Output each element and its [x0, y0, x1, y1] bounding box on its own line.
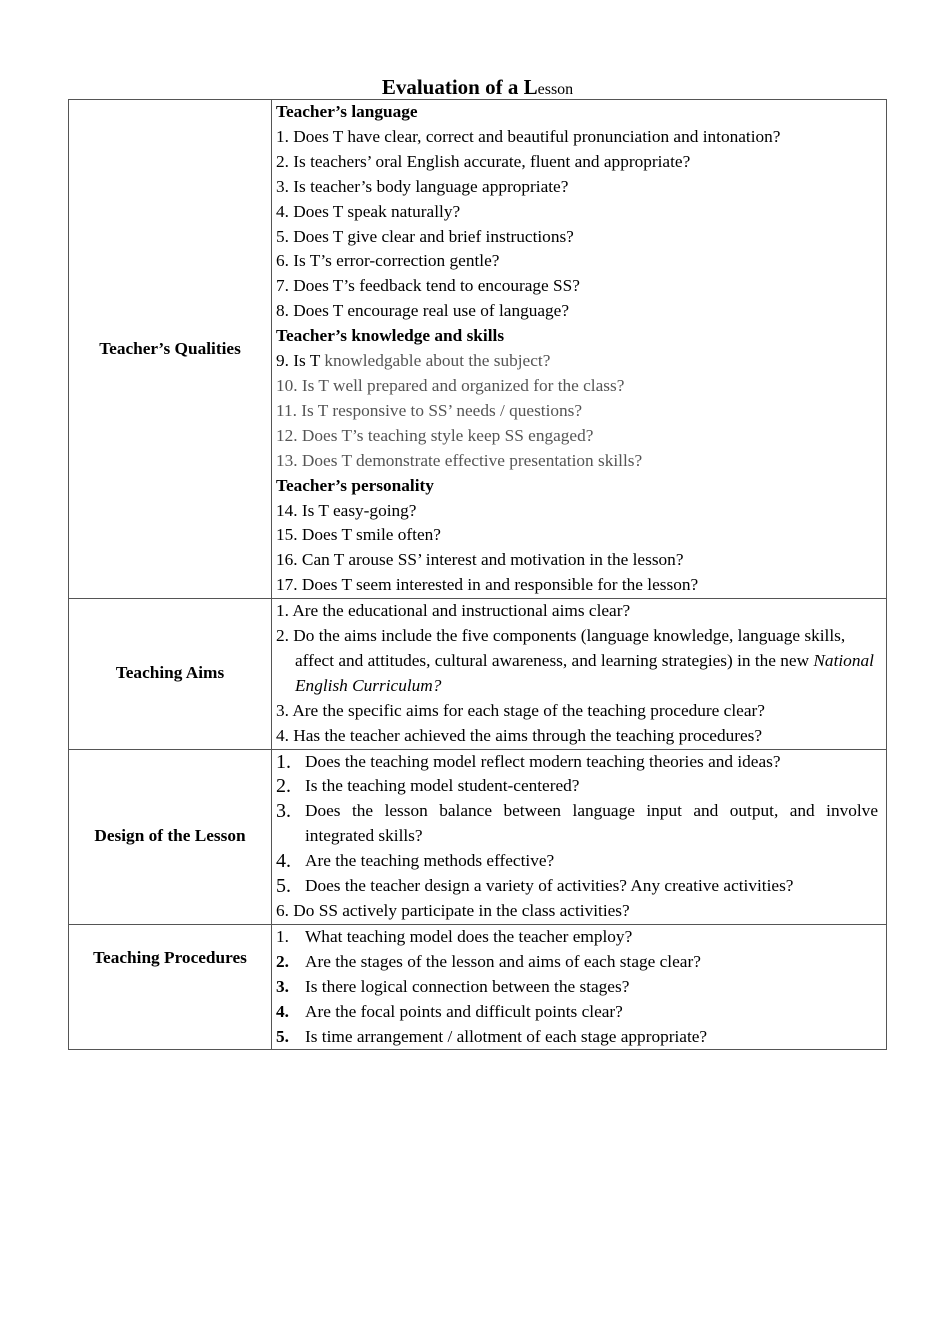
item-number: 3.: [276, 976, 289, 996]
aims-item2-text: 2. Do the aims include the five components (language knowledge, language skills, affect and attitudes, cultural awareness, and learning strategies) in the new: [276, 626, 846, 670]
list-item: 8. Does T encourage real use of language?: [276, 301, 570, 321]
list-item: 10. Is T well prepared and organized for the class?: [276, 375, 625, 395]
list-item: 1. Are the educational and instructional aims clear?: [276, 601, 631, 621]
content-teacher-qualities: [272, 100, 887, 599]
list-item: [276, 975, 878, 1000]
label-teaching-procedures: Teaching Procedures: [69, 924, 272, 1050]
item-text: Is the teaching model student-centered?: [305, 776, 580, 796]
content-teaching-procedures: [272, 924, 887, 1050]
heading-teacher-language: Teacher’s language: [276, 102, 418, 121]
list-item: [276, 849, 878, 874]
item-number: 5.: [276, 1026, 289, 1046]
list-item: 5. Does T give clear and brief instructions?: [276, 226, 574, 246]
item-text: Are the focal points and difficult points clear?: [305, 1001, 623, 1021]
label-teacher-qualities: Teacher’s Qualities: [69, 100, 272, 599]
item-number: 1.: [276, 926, 289, 946]
item-text: Does the teaching model reflect modern teaching theories and ideas?: [305, 751, 781, 771]
row-teacher-qualities: [69, 100, 887, 599]
item-number: 5.: [276, 875, 291, 898]
list-item: 3. Are the specific aims for each stage of the teaching procedure clear?: [276, 700, 765, 720]
item-number: 1.: [276, 750, 291, 773]
list-item: [276, 950, 878, 975]
list-item: [276, 1025, 878, 1050]
list-item: [276, 925, 878, 950]
item-text: Does the teacher design a variety of activities? Any creative activities?: [305, 876, 794, 896]
item-number: 2.: [276, 951, 289, 971]
list-item: 7. Does T’s feedback tend to encourage SS?: [276, 276, 580, 296]
list-item: 14. Is T easy-going?: [276, 500, 417, 520]
list-item: [276, 349, 878, 374]
item-text: Are the stages of the lesson and aims of each stage clear?: [305, 951, 701, 971]
title-small: esson: [537, 81, 574, 98]
aims-item2-italic: National English Curriculum?: [295, 650, 874, 695]
item-text: Is there logical connection between the stages?: [305, 976, 630, 996]
item-number: 4.: [276, 850, 291, 873]
list-item: 6. Is T’s error-correction gentle?: [276, 251, 500, 271]
label-design-of-lesson: Design of the Lesson: [69, 749, 272, 924]
list-item: [276, 874, 878, 899]
item-number: 2.: [276, 775, 291, 798]
list-item: [276, 774, 878, 799]
content-design-of-lesson: [272, 749, 887, 924]
item-number: 3.: [276, 800, 291, 823]
list-item: [276, 624, 878, 699]
row-design-of-lesson: [69, 749, 887, 924]
item9-rest: knowledgable about the subject?: [324, 351, 551, 371]
row-teaching-aims: [69, 599, 887, 749]
list-item: 2. Is teachers’ oral English accurate, fluent and appropriate?: [276, 151, 691, 171]
label-teaching-aims: Teaching Aims: [69, 599, 272, 749]
title-main: Evaluation of a L: [381, 75, 538, 99]
heading-teacher-knowledge: Teacher’s knowledge and skills: [276, 326, 505, 346]
list-item: 16. Can T arouse SS’ interest and motivation in the lesson?: [276, 550, 684, 570]
item-number: 4.: [276, 1001, 289, 1021]
list-item: 11. Is T responsive to SS’ needs / questions?: [276, 400, 583, 420]
list-item: 1. Does T have clear, correct and beautiful pronunciation and intonation?: [276, 126, 781, 146]
list-item: 4. Has the teacher achieved the aims through the teaching procedures?: [276, 725, 763, 745]
list-item: [276, 799, 878, 849]
item9-prefix: 9. Is T: [276, 351, 325, 371]
item-text: Is time arrangement / allotment of each stage appropriate?: [305, 1026, 708, 1046]
heading-teacher-personality: Teacher’s personality: [276, 475, 434, 495]
list-item: 3. Is teacher’s body language appropriate?: [276, 176, 569, 196]
content-teaching-aims: [272, 599, 887, 749]
list-item: 17. Does T seem interested in and responsible for the lesson?: [276, 575, 699, 595]
list-item: 6. Do SS actively participate in the class activities?: [276, 901, 630, 920]
item-text: What teaching model does the teacher employ?: [305, 926, 633, 946]
list-item: 15. Does T smile often?: [276, 525, 441, 545]
item-text: Does the lesson balance between language input and output, and involve integrated skills?: [305, 801, 878, 846]
row-teaching-procedures: [69, 924, 887, 1050]
list-item: [276, 1000, 878, 1025]
list-item: 12. Does T’s teaching style keep SS engaged?: [276, 425, 594, 445]
list-item: [276, 750, 878, 775]
evaluation-table: [68, 99, 887, 1050]
list-item: 13. Does T demonstrate effective presentation skills?: [276, 450, 643, 470]
item-text: Are the teaching methods effective?: [305, 851, 555, 871]
list-item: 4. Does T speak naturally?: [276, 201, 461, 221]
